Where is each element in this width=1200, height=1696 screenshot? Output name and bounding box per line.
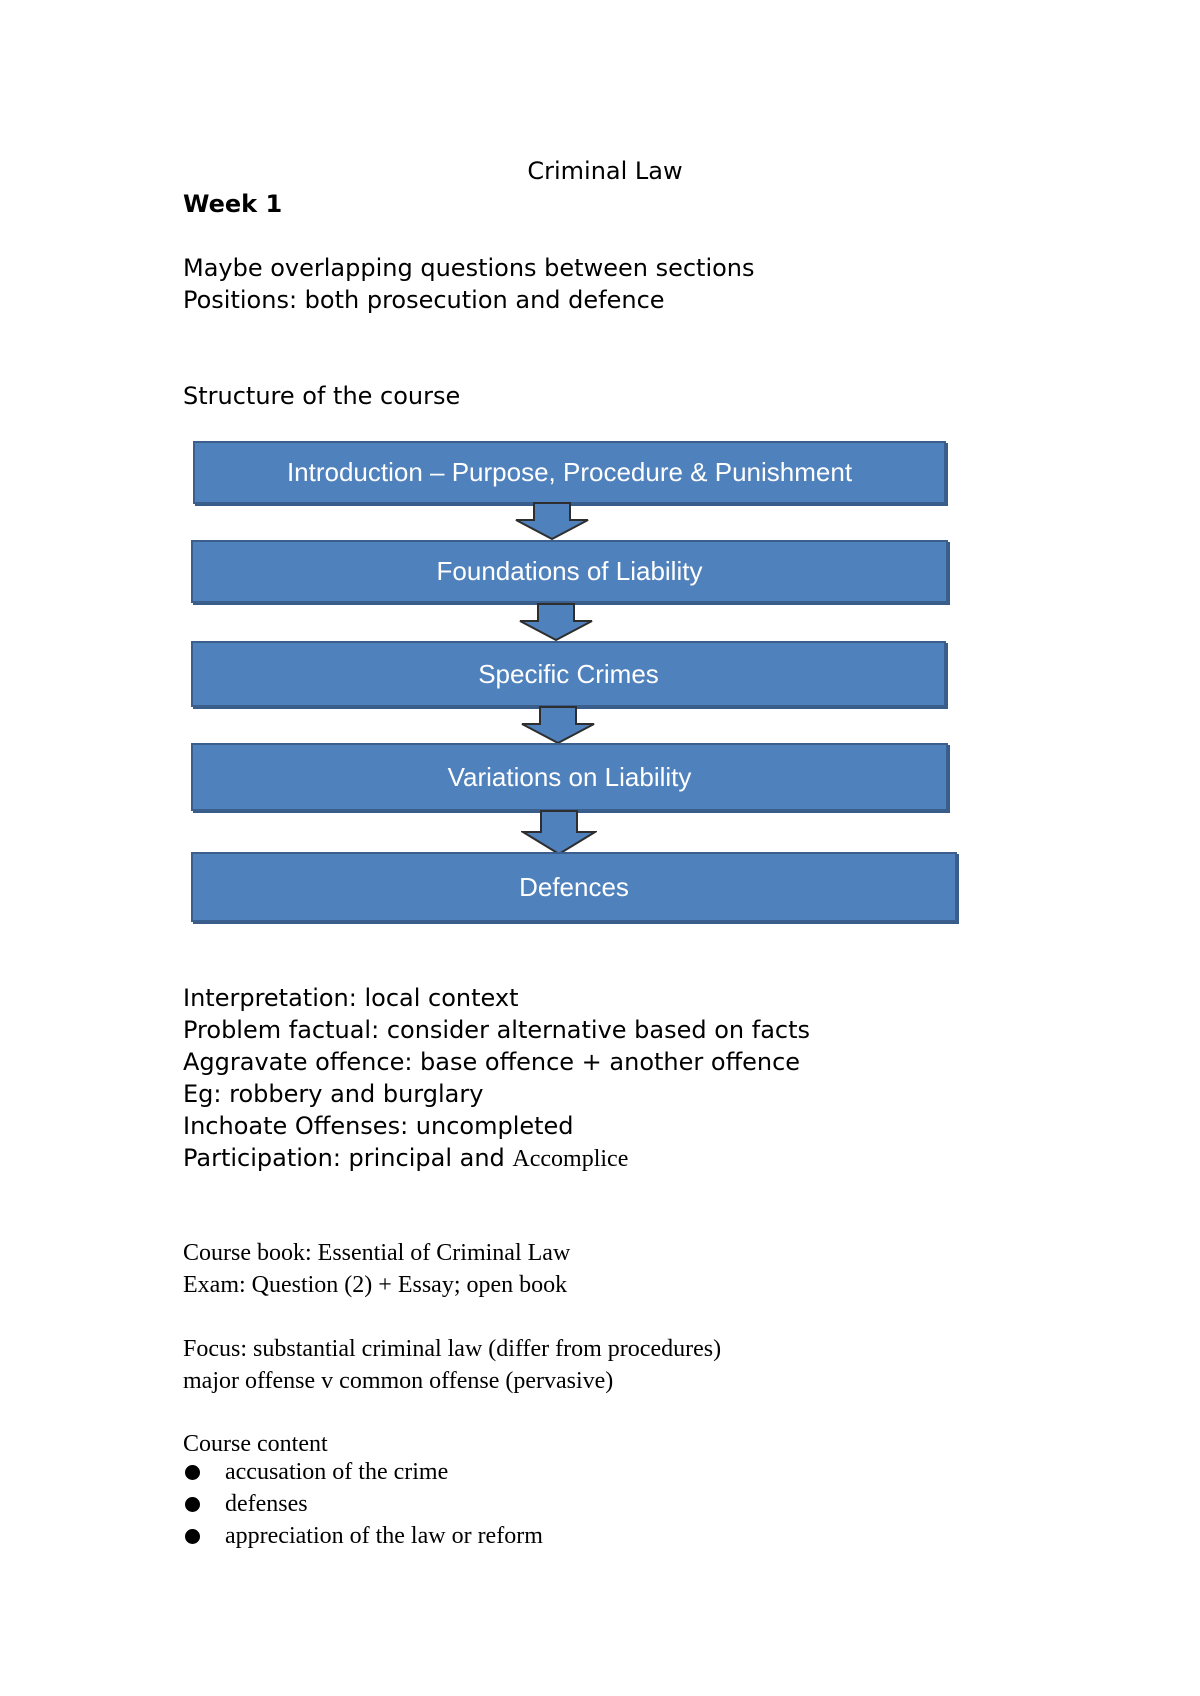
structure-heading: Structure of the course: [183, 382, 461, 410]
flow-step-specific-crimes: [191, 641, 946, 707]
down-arrow-icon: [520, 706, 596, 744]
participation-line: [183, 1142, 628, 1175]
list-item: [183, 1488, 543, 1520]
down-arrow-icon: [514, 502, 590, 540]
participation-suffix: Accomplice: [512, 1146, 629, 1172]
bullet-icon: [185, 1497, 200, 1512]
flow-step-label: Foundations of Liability: [436, 556, 703, 586]
course-book-line: Course book: Essential of Criminal Law: [183, 1240, 571, 1266]
flow-step-variations: [191, 743, 948, 811]
bullet-icon: [185, 1529, 200, 1544]
flow-step-label: Introduction – Purpose, Procedure & Punishment: [286, 457, 853, 487]
list-item: [183, 1456, 543, 1488]
bullet-icon: [185, 1465, 200, 1480]
note-line-3: Aggravate offence: base offence + another offence: [183, 1048, 801, 1076]
down-arrow-icon: [518, 603, 594, 641]
focus-line-1: Focus: substantial criminal law (differ from procedures): [183, 1336, 722, 1362]
course-content-list: [183, 1456, 543, 1552]
list-item: [183, 1520, 543, 1552]
list-item-text: appreciation of the law or reform: [225, 1523, 543, 1549]
intro-line-2: Positions: both prosecution and defence: [183, 286, 665, 314]
flow-step-label: Specific Crimes: [478, 658, 659, 689]
flow-step-label: Defences: [519, 871, 629, 902]
note-line-1: Interpretation: local context: [183, 984, 519, 1012]
down-arrow-icon: [521, 810, 597, 855]
focus-line-2: major offense v common offense (pervasive): [183, 1368, 614, 1394]
flow-step-label: Variations on Liability: [447, 761, 692, 792]
week-heading: Week 1: [183, 190, 283, 218]
exam-line: Exam: Question (2) + Essay; open book: [183, 1272, 568, 1298]
document-title: Criminal Law: [527, 157, 683, 185]
note-line-5: Inchoate Offenses: uncompleted: [183, 1112, 574, 1140]
flow-step-introduction: [193, 441, 946, 504]
note-line-4: Eg: robbery and burglary: [183, 1080, 484, 1108]
participation-prefix: Participation: principal and: [183, 1144, 513, 1172]
list-item-text: accusation of the crime: [225, 1459, 449, 1485]
list-item-text: defenses: [225, 1491, 308, 1517]
intro-line-1: Maybe overlapping questions between sections: [183, 254, 755, 282]
flow-step-defences: [191, 852, 957, 922]
flow-step-foundations: [191, 540, 948, 603]
note-line-2: Problem factual: consider alternative based on facts: [183, 1016, 811, 1044]
course-content-heading: Course content: [183, 1431, 328, 1457]
